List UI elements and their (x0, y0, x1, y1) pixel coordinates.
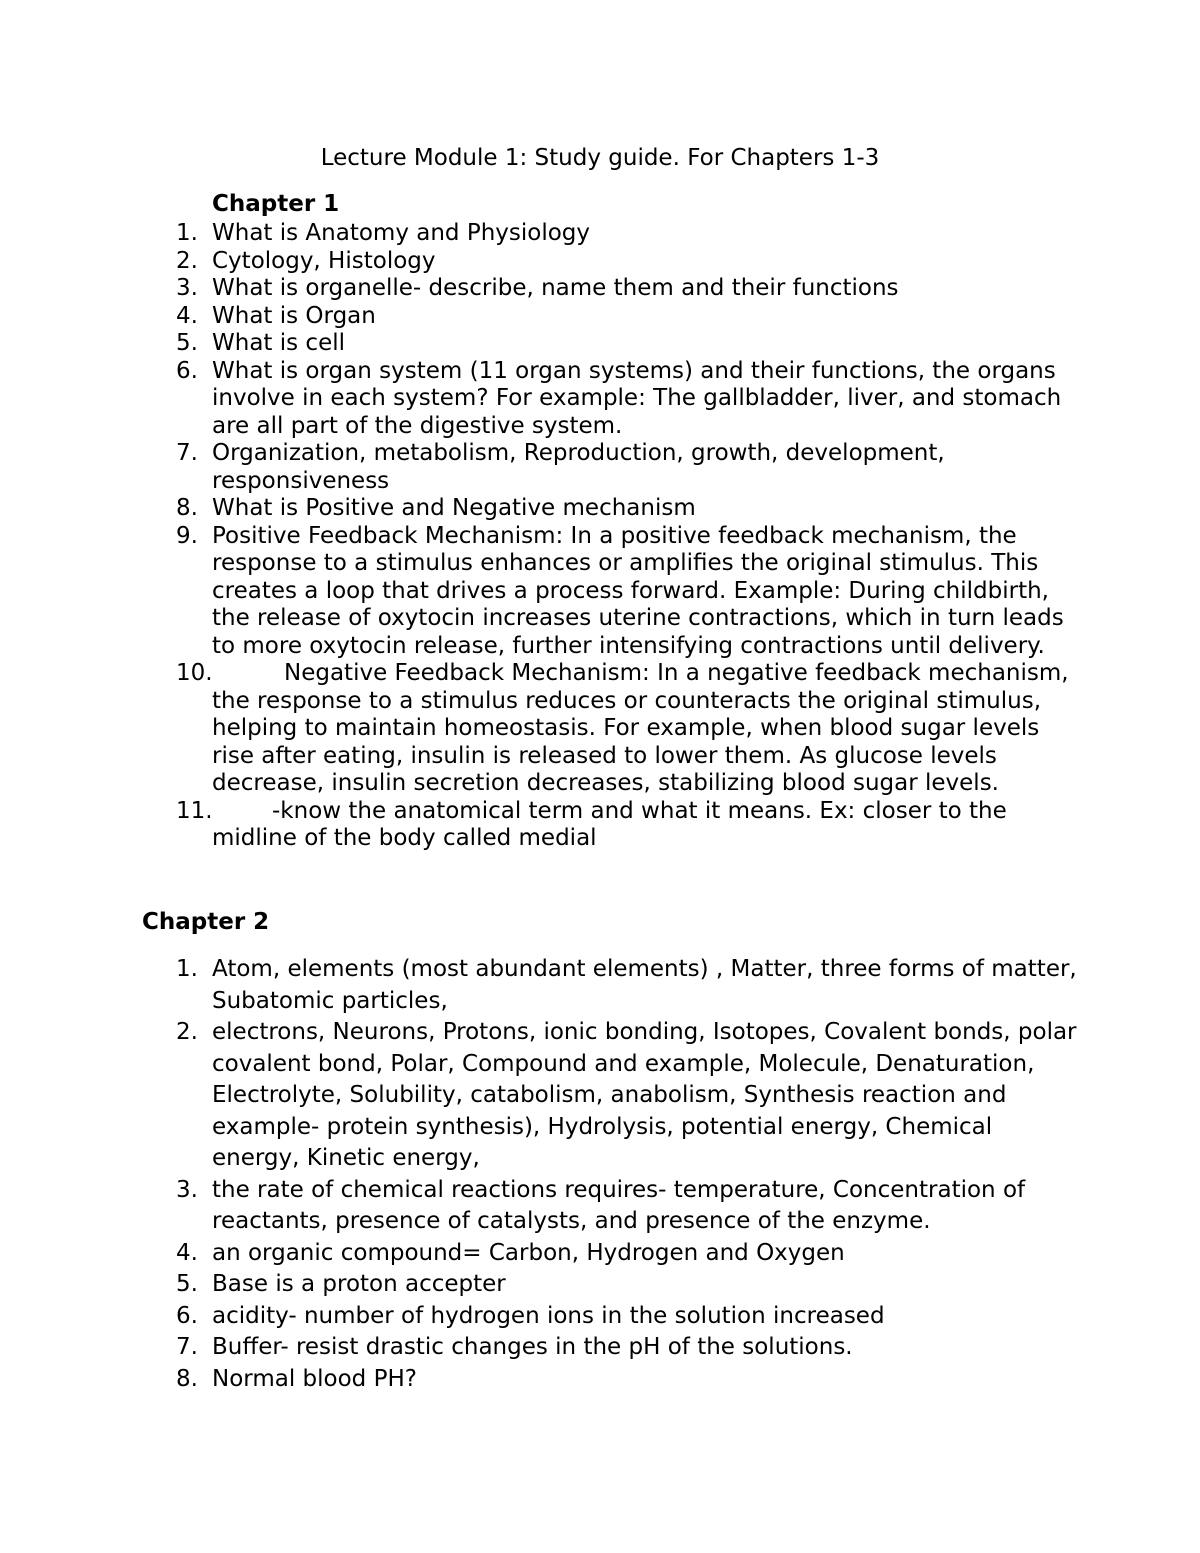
list-item (176, 1238, 1082, 1270)
list-item (176, 660, 1082, 798)
list-item (176, 1301, 1082, 1333)
list-item-text: the rate of chemical reactions requires- temperature, Concentration of reactants, presence of catalysts, and presence of the enzyme. (212, 1176, 1026, 1234)
list-number: 8. (176, 495, 198, 521)
list-item-text: Atom, elements (most abundant elements) , Matter, three forms of matter, Subatomic particles, (212, 956, 1077, 1014)
list-item (176, 1332, 1082, 1364)
list-item-text: Buffer- resist drastic changes in the pH of the solutions. (212, 1334, 853, 1360)
list-item-text: What is Anatomy and Physiology (212, 220, 591, 246)
list-item (176, 302, 1082, 331)
chapter-1-list (176, 220, 1082, 853)
list-number: 1. (176, 956, 198, 982)
chapter-2-heading: Chapter 2 (142, 909, 270, 935)
list-number: 6. (176, 357, 198, 384)
list-item (176, 495, 1082, 523)
list-number: 4. (176, 1239, 198, 1266)
list-number: 3. (176, 275, 198, 301)
list-item (176, 522, 1082, 661)
list-number: 7. (176, 1334, 198, 1360)
chapter-2-list (176, 954, 1082, 1395)
list-item (176, 330, 1082, 358)
list-item-text: electrons, Neurons, Protons, ionic bonding, Isotopes, Covalent bonds, polar covalent bond, Polar, Compound and example, Molecule, Denaturation, Electrolyte, Solubility, catabolism, anabolism, Synthesis reaction and example- protein synthesis), Hydrolysis, potential energy, Chemical energy, Kinetic energy, (212, 1019, 1077, 1171)
list-number: 9. (176, 522, 198, 549)
list-item (176, 220, 1082, 248)
list-item-text: What is organelle- describe, name them and their functions (212, 275, 899, 301)
list-item (176, 797, 1082, 853)
list-number: 8. (176, 1365, 198, 1392)
list-item-text: What is Organ (212, 302, 376, 329)
list-item-text: an organic compound= Carbon, Hydrogen and Oxygen (212, 1239, 845, 1266)
list-number: 5. (176, 1271, 198, 1297)
list-item (176, 357, 1082, 441)
list-number: 6. (176, 1302, 198, 1329)
list-number: 2. (176, 247, 198, 274)
list-item-text: acidity- number of hydrogen ions in the solution increased (212, 1302, 885, 1329)
list-item (176, 275, 1082, 303)
list-number: 3. (176, 1176, 198, 1203)
list-item-text: What is cell (212, 330, 346, 356)
list-item-text: Positive Feedback Mechanism: In a positive feedback mechanism, the response to a stimulus enhances or amplifies the original stimulus. This creates a loop that drives a process forward. Example: During childbirth, the release of oxytocin increases uterine contractions, which in turn leads to more oxytocin release, further intensifying contractions until delivery. (212, 522, 1064, 659)
list-item-text: What is Positive and Negative mechanism (212, 495, 696, 521)
list-number: 11. (176, 797, 213, 824)
list-number: 2. (176, 1019, 198, 1045)
list-item (176, 1175, 1082, 1238)
chapter-1-heading: Chapter 1 (212, 191, 340, 217)
list-item (176, 954, 1082, 1017)
list-item-text: Cytology, Histology (212, 247, 436, 274)
list-item (176, 1017, 1082, 1175)
list-item-text: -know the anatomical term and what it means. Ex: closer to the midline of the body called medial (212, 797, 1007, 851)
list-item-text: What is organ system (11 organ systems) and their functions, the organs involve in each system? For example: The gallbladder, liver, and stomach are all part of the digestive system. (212, 357, 1062, 439)
list-number: 4. (176, 302, 198, 329)
list-item (176, 1364, 1082, 1396)
list-item-text: Base is a proton accepter (212, 1271, 506, 1297)
list-item (176, 1269, 1082, 1301)
document-title: Lecture Module 1: Study guide. For Chapters 1-3 (320, 145, 880, 171)
list-item (176, 440, 1082, 495)
list-number: 5. (176, 330, 198, 356)
list-item-text: Organization, metabolism, Reproduction, growth, development, responsiveness (212, 440, 945, 494)
list-item-text: Normal blood PH? (212, 1365, 417, 1392)
list-number: 1. (176, 220, 198, 246)
list-item (176, 247, 1082, 276)
list-item-text: Negative Feedback Mechanism: In a negative feedback mechanism, the response to a stimulus reduces or counteracts the original stimulus, helping to maintain homeostasis. For example, when blood sugar levels rise after eating, insulin is released to lower them. As glucose levels decrease, insulin secretion decreases, stabilizing blood sugar levels. (212, 660, 1069, 796)
list-number: 7. (176, 440, 198, 466)
list-number: 10. (176, 660, 213, 686)
